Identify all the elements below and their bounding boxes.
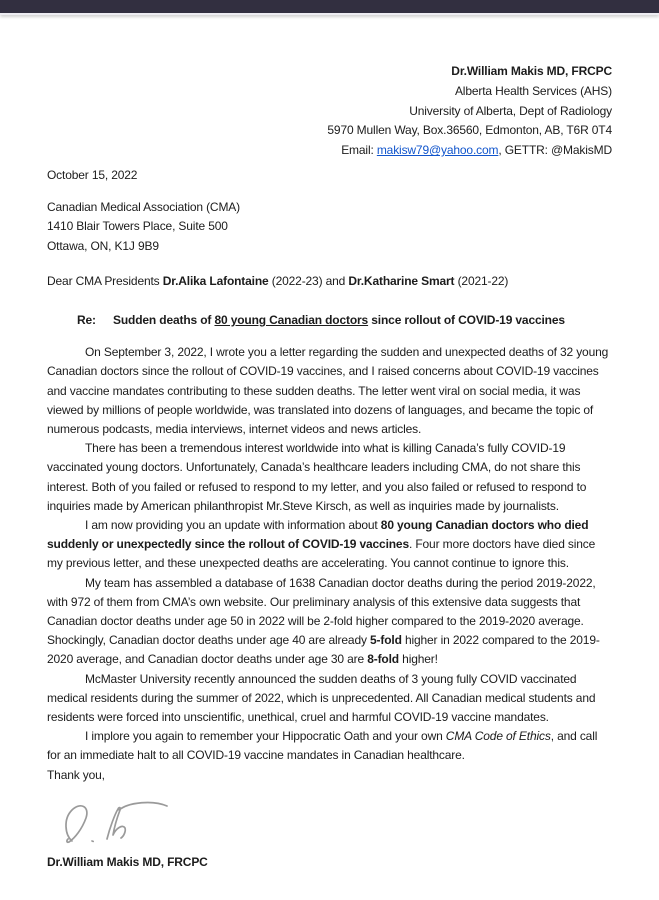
sender-contact <box>47 141 612 161</box>
signature-name: Dr.William Makis MD, FRCPC <box>47 854 208 869</box>
paragraph <box>47 439 612 516</box>
paragraph <box>47 574 612 670</box>
letter-date: October 15, 2022 <box>47 167 138 182</box>
text-segment: higher in 2022 compared to the 2019-2020 average, and Canadian doctor deaths under age 30 are <box>47 633 600 667</box>
signature-image <box>55 797 185 849</box>
text-segment: 5-fold <box>370 633 402 648</box>
sender-name: Dr.William Makis MD, FRCPC <box>451 64 612 78</box>
paragraph <box>47 727 612 765</box>
recipient-block <box>47 198 612 256</box>
subject-re-label: Re: <box>77 313 96 327</box>
sender-address: 5970 Mullen Way, Box.36560, Edmonton, AB, T6R 0T4 <box>327 123 612 138</box>
sender-org: Alberta Health Services (AHS) <box>454 83 612 98</box>
text-segment: I implore you again to remember your Hippocratic Oath and your own <box>85 729 446 744</box>
text-segment: , GETTR: @MakisMD <box>498 143 612 158</box>
text-segment: , and call for an immediate halt to all COVID-19 vaccine mandates in Canadian healthcare. <box>47 729 598 763</box>
text-segment: I am now providing you an update with information about <box>85 518 381 533</box>
recipient-street: 1410 Blair Towers Place, Suite 500 <box>47 219 228 234</box>
text-segment: Sudden deaths of <box>113 313 215 327</box>
letter-body <box>47 343 612 765</box>
text-segment: My team has assembled a database of 1638 Canadian doctor deaths during the period 2019-2022, with 972 of them from CMA’s own website. Our preliminary analysis of this extensive data suggests that Canadian doctor deaths under age 50 in 2022 will be 2-fold higher compared to the 2019-2020 average. Shockingly, Canadian doctor deaths under age 40 are already <box>47 575 596 648</box>
text-segment: 8-fold <box>367 652 399 667</box>
text-segment: CMA Code of Ethics <box>445 729 551 744</box>
text-segment: 80 young Canadian doctors <box>214 313 369 327</box>
text-segment: . Four more doctors have died since my previous letter, and these unexpected deaths are accelerating. You cannot continue to ignore this. <box>47 537 596 571</box>
recipient-city: Ottawa, ON, K1J 9B9 <box>47 238 159 253</box>
handwritten-signature <box>55 797 612 849</box>
text-segment: Dear CMA Presidents <box>47 273 163 288</box>
text-segment: 80 young Canadian doctors who died suddenly or unexpectedly since the rollout of COVID-19 vaccines <box>47 518 589 552</box>
sender-block <box>47 62 612 161</box>
salutation <box>47 272 612 291</box>
text-segment: (2022-23) and <box>268 273 349 288</box>
letter-content <box>47 13 612 872</box>
paragraph <box>47 516 612 574</box>
paragraph <box>47 343 612 439</box>
text-segment: (2021-22) <box>454 273 509 288</box>
text-segment: On September 3, 2022, I wrote you a letter regarding the sudden and unexpected deaths of 32 young Canadian doctors since the rollout of COVID-19 vaccines, and I raised concerns about COVID-19 vaccines and vaccine mandates contributing to these sudden deaths. The letter went viral on social media, it was viewed by millions of people worldwide, was translated into dozens of languages, and became the topic of numerous podcasts, media interviews, internet videos and news articles. <box>47 345 609 437</box>
sender-dept: University of Alberta, Dept of Radiology <box>409 103 612 118</box>
text-segment: Dr.Katharine Smart <box>348 273 455 288</box>
text-segment: higher! <box>398 652 438 667</box>
text-segment: There has been a tremendous interest worldwide into what is killing Canada’s fully COVID-19 vaccinated young doctors. Unfortunately, Canada’s healthcare leaders including CMA, do not share this interest. Both of you failed or refused to respond to my letter, and you also failed or refused to respond to inquiries made by American philanthropist Mr.Steve Kirsch, as well as inquiries made by journalists. <box>47 441 587 513</box>
text-segment: McMaster University recently announced the sudden deaths of 3 young fully COVID vaccinated medical residents during the summer of 2022, which is unprecedented. All Canadian medical students and residents were forced into unscientific, unethical, cruel and harmful COVID-19 vaccine mandates. <box>47 671 596 725</box>
email-link[interactable]: makisw79@yahoo.com <box>376 143 499 158</box>
closing-thanks: Thank you, <box>47 767 105 782</box>
subject-line <box>77 311 612 330</box>
text-segment: Email: <box>341 143 377 158</box>
text-segment: since rollout of COVID-19 vaccines <box>368 313 565 327</box>
recipient-org: Canadian Medical Association (CMA) <box>47 200 240 215</box>
subject-text <box>113 313 565 327</box>
paragraph <box>47 670 612 728</box>
text-segment: Dr.Alika Lafontaine <box>162 273 269 288</box>
